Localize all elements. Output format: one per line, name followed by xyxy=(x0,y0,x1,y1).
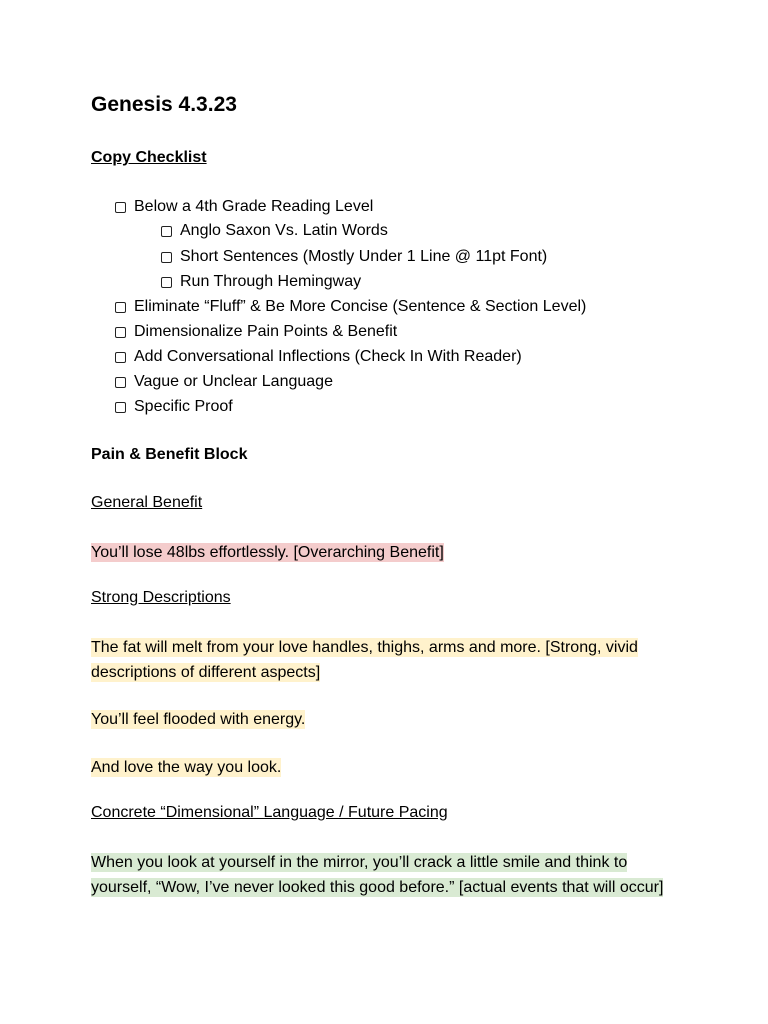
strong-description-paragraph xyxy=(91,635,666,685)
checklist-item-label: Anglo Saxon Vs. Latin Words xyxy=(180,222,388,239)
checklist-item[interactable] xyxy=(115,348,522,366)
checklist-item-label: Specific Proof xyxy=(134,398,233,415)
checklist-item-label: Eliminate “Fluff” & Be More Concise (Sentence & Section Level) xyxy=(134,298,587,315)
checkbox-icon[interactable] xyxy=(115,377,126,388)
checkbox-icon[interactable] xyxy=(115,352,126,363)
checklist-item[interactable] xyxy=(115,323,397,341)
future-pacing-highlight: When you look at yourself in the mirror, you’ll crack a little smile and think to yourself, “Wow, I’ve never looked this good before.” [actual events that will occur] xyxy=(91,854,664,896)
general-benefit-heading: General Benefit xyxy=(91,494,203,511)
checklist-item-label: Below a 4th Grade Reading Level xyxy=(134,198,374,215)
concrete-language-heading: Concrete “Dimensional” Language / Future Pacing xyxy=(91,804,448,821)
strong-description-highlight: The fat will melt from your love handles, thighs, arms and more. [Strong, vivid descriptions of different aspects] xyxy=(91,639,638,681)
checkbox-icon[interactable] xyxy=(115,327,126,338)
copy-checklist-heading: Copy Checklist xyxy=(91,149,207,166)
checkbox-icon[interactable] xyxy=(161,277,172,288)
future-pacing-paragraph xyxy=(91,850,666,900)
checklist-item-label: Add Conversational Inflections (Check In With Reader) xyxy=(134,348,522,365)
checklist-item-label: Short Sentences (Mostly Under 1 Line @ 11pt Font) xyxy=(180,248,548,265)
checklist-item[interactable] xyxy=(115,373,333,391)
checklist-item[interactable] xyxy=(115,298,586,316)
general-benefit-highlight: You’ll lose 48lbs effortlessly. [Overarching Benefit] xyxy=(91,544,444,561)
love-look-paragraph xyxy=(91,755,666,780)
checklist-item-label: Run Through Hemingway xyxy=(180,273,362,290)
checklist-item-label: Dimensionalize Pain Points & Benefit xyxy=(134,323,398,340)
checklist-item[interactable] xyxy=(115,198,373,216)
pain-benefit-heading: Pain & Benefit Block xyxy=(91,446,248,463)
checklist-item-label: Vague or Unclear Language xyxy=(134,373,333,390)
checklist-item[interactable] xyxy=(161,273,361,291)
love-look-highlight: And love the way you look. xyxy=(91,759,282,776)
general-benefit-paragraph xyxy=(91,540,666,565)
document-title: Genesis 4.3.23 xyxy=(91,93,237,116)
checkbox-icon[interactable] xyxy=(115,402,126,413)
checkbox-icon[interactable] xyxy=(161,226,172,237)
checklist-item[interactable] xyxy=(161,248,547,266)
checkbox-icon[interactable] xyxy=(115,302,126,313)
checkbox-icon[interactable] xyxy=(115,202,126,213)
strong-descriptions-heading: Strong Descriptions xyxy=(91,589,231,606)
checklist-item[interactable] xyxy=(161,222,388,240)
checkbox-icon[interactable] xyxy=(161,252,172,263)
energy-highlight: You’ll feel flooded with energy. xyxy=(91,711,306,728)
energy-paragraph xyxy=(91,707,666,732)
checklist-item[interactable] xyxy=(115,398,233,416)
